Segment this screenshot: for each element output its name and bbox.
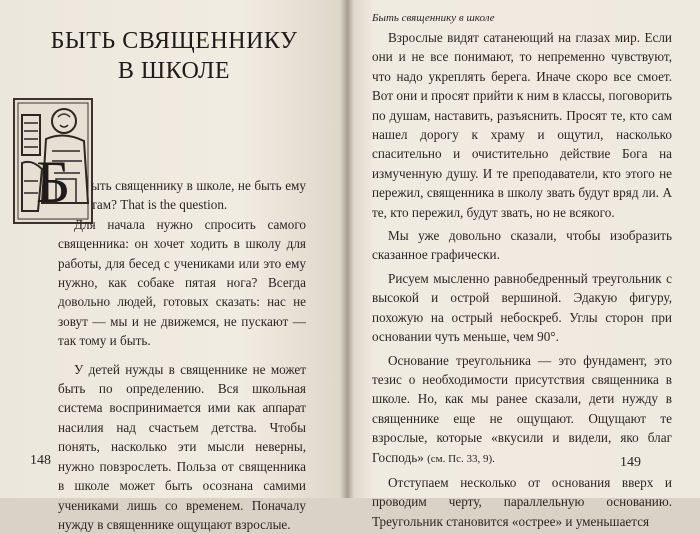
paragraph-r5: Отступаем несколько от основания вверх и проводим черту, параллельную основанию. Треугольник становится «острее» и уменьшается <box>372 474 672 529</box>
paragraph-r2: Мы уже довольно сказали, чтобы изобразить сказанное графически. <box>372 228 672 263</box>
left-body-text <box>58 176 306 534</box>
chapter-title-line-2: В ШКОЛЕ <box>117 58 231 84</box>
running-head: Быть священнику в школе <box>372 12 495 24</box>
book-gutter <box>340 0 354 498</box>
paragraph-1: ыть священнику в школе, не быть ему там? That is the question. <box>91 178 306 213</box>
left-page <box>0 0 346 532</box>
paragraph-2: Для начала нужно спросить самого священника: он хочет ходить в школу для работы, для бесед с учениками или это ему нужно, как собаке пятая нога? Всегда довольно людей, готовых сказать: нас не зовут — мы и не движемся, не пускают — так тому и быть. <box>58 216 306 349</box>
chapter-title <box>40 26 308 86</box>
paragraph-r4 <box>372 351 672 469</box>
paragraph-r3: Рисуем мысленно равнобедренный треугольник с высокой и острой вершиной. Эдакую фигуру, похожую на острый небоскреб. Углы сторон при основании чуть меньше, чем 90°. <box>372 270 672 345</box>
paragraph-3: У детей нужды в священнике не может быть по определению. Вся школьная система воспринимается ими как аппарат насилия над счастьем детства. Чтобы понять, насколько эти мысли неверны, нужно повзрослеть. Польза от священника в школе может быть осознана самими учениками лишь со временем. Поначалу нужду в священнике ощущают взрослые. <box>58 361 306 532</box>
page-number-right: 149 <box>620 455 641 470</box>
page-number-left: 148 <box>30 453 51 468</box>
drop-cap: Б <box>36 149 71 215</box>
chapter-title-line-1: БЫТЬ СВЯЩЕННИКУ <box>50 28 298 54</box>
paragraph-r1: Взрослые видят сатанеющий на глазах мир. Если они и не все понимают, то непременно чувствуют, что надо укреплять берега. Иначе скоро все смоет. Вот они и просят прийти к ним в классы, поговорить по душам, наставить, разъяснить. Просят те, кто сам нашел дорогу к храму и ощутил, насколько спасительно и очистительно действие Бога на измученную душу. И те преподаватели, кто этого не пережил, священника в школу звать будут вряд ли. А те, кто пережил, будут звать, но не всякого. <box>372 30 672 220</box>
scripture-citation: (см. Пс. 33, 9). <box>427 452 495 465</box>
paragraph-r4-text: Основание треугольника — это фундамент, это тезис о необходимости присутствия священника в школе. Но, как мы ранее сказали, дети нужду в священнике еще не ощущают. Ощущают те взрослые, которые «вкусили и видели, яко благ Господь» <box>372 352 672 465</box>
